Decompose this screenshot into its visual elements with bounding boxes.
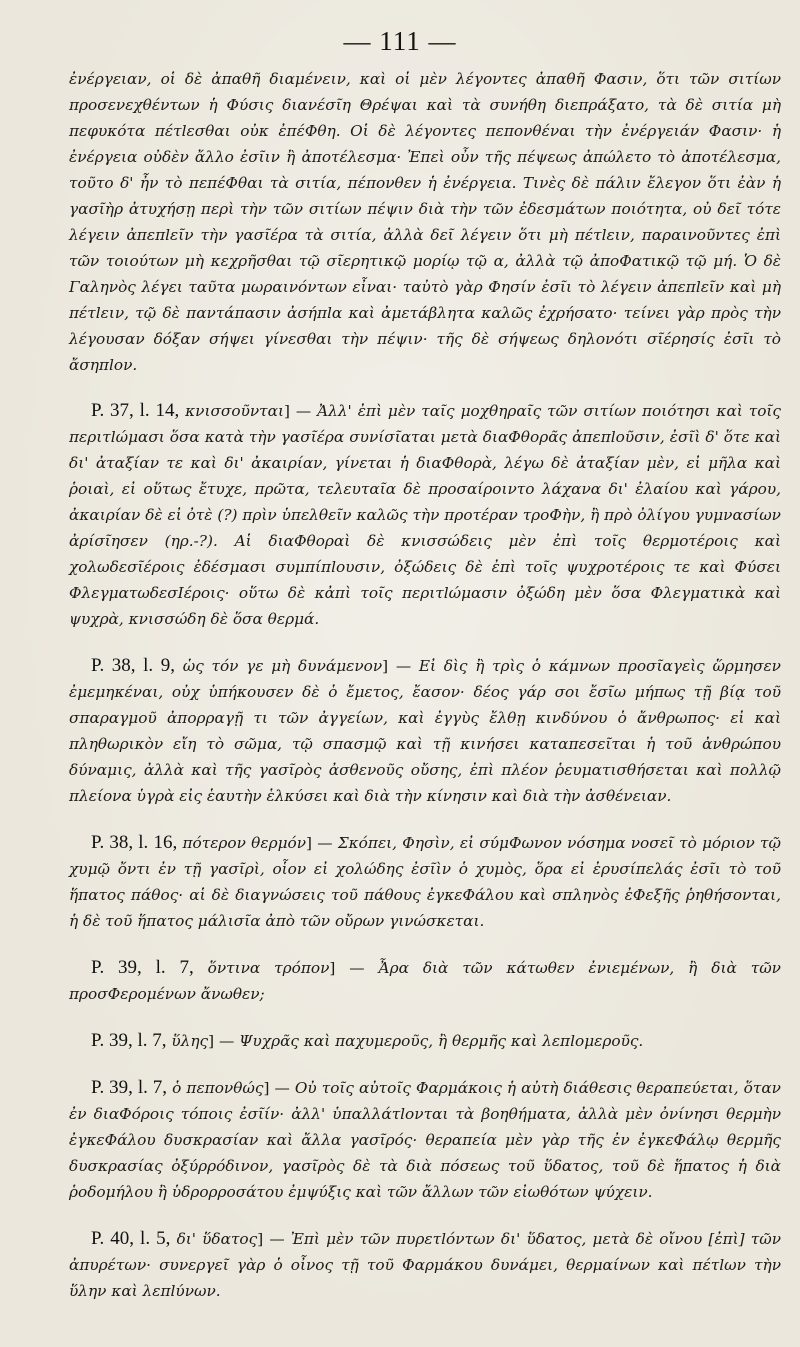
opening-paragraph: ἐνέργειαν, οἱ δὲ ἀπαθῆ διαμένειν, καὶ οἱ μὲν λέγοντες ἀπαθῆ Φασιν, ὅτι τῶν σιτίων προσενεχθέντων ἡ Φύσις διανέσῖη Θρέψαι καὶ τὰ συνήθη διεπράξατο, τὰ δὲ σιτία μὴ πεφυκότα πέτlεσθαι οὐκ ἐπέΦθη. Οἱ δὲ λέγοντες πεπονθέναι τὴν ἐνέργειάν Φασιν· ἡ ἐνέργεια οὐδὲν ἄλλο ἐσῖιν ἢ ἀποτέλεσμα· Ἐπεὶ οὖν τῆς πέψεως ἀπώλετο τὸ ἀποτέλεσμα, τοῦτο δ' ἦν τὸ πεπέΦθαι τὰ σιτία, πέπονθεν ἡ ἐνέργεια. Τινὲς δὲ πάλιν ἔλεγον ὅτι ἐὰν ἡ γασῖὴρ ἀτυχήσῃ περὶ τὴν τῶν σιτίων πέψιν διὰ τὴν τῶν ἐδεσμάτων ποιότητα, οὐ δεῖ τότε λέγειν ἀπεπlεῖν τὴν γασῖέρα τὰ σιτία, ἀλλὰ δεῖ λέγειν ὅτι μὴ πέτlειν, παραινοῦντες ἐπὶ τῶν τοιούτων μὴ κεχρῆσθαι τῷ σῖερητικῷ μορίῳ τῷ α, ἀλλὰ τῷ ἀποΦατικῷ τῷ μή. Ὁ δὲ Γαληνὸς λέγει ταῦτα μωραινόντων εἶναι· ταὐτὸ γὰρ Φησίν ἐσῖι τὸ λέγειν ἀπεπlεῖν καὶ μὴ πέτlειν, τῷ δὲ παντάπασιν ἀσήπlα καὶ ἀμετάβλητα καλῶς ἐχρήσατο· τείνει γὰρ πρὸς τὴν λέγουσαν δόξαν σήψει γίνεσθαι τὴν πέψιν· τῆς δὲ σήψεως δηλονότι σῖέρησίς ἐσῖι τὸ ἄσηπlον.	[69, 70, 781, 374]
note-paragraph	[69, 653, 781, 809]
bracket-dash: ] —	[283, 402, 318, 420]
note-paragraph	[69, 398, 781, 632]
note-text: Οὐ τοῖς αὐτοῖς Φαρμάκοις ἡ αὐτὴ διάθεσις θεραπεύεται, ὅταν ἐν διαΦόροις τόποις ἐσῖίν· ἀλλ' ὑπαλλάτlονται τὰ βοηθήματα, ἀλλὰ μὲν ὀνίνησι θερμὴν ἐγκεΦάλου δυσκρασίαν καὶ ἄλλα γασῖρός· θεραπεία μὲν γὰρ τῆς ἐν ἐγκεΦάλῳ θερμῆς δυσκρασίας ὀξύρρόδινον, γασῖρὸς δὲ τὰ διὰ πόσεως τοῦ ὕδατος, τοῦ δὲ ἥπατος ἡ διὰ ῥοδομήλου ἢ ὑδρορροσάτου ἐμψύξις καὶ τῶν ἄλλων τῶν εἰωθότων ψύχειν.	[69, 1079, 781, 1201]
bracket-dash: ] —	[263, 1079, 295, 1097]
bracket-dash: ] —	[208, 1032, 240, 1050]
page-text	[69, 66, 781, 1325]
note-reference: P. 39, l. 7,	[91, 1030, 167, 1051]
note-reference: P. 40, l. 5,	[91, 1228, 171, 1249]
note-lemma: δι' ὕδατος	[176, 1230, 258, 1248]
note-text: Εἰ δὶς ἢ τρὶς ὁ κάμνων προσῖαγεὶς ὥρμησεν ἐμεμηκέναι, οὐχ ὑπήκουσεν δὲ ὁ ἔμετος, ἔασον· δέος γάρ σοι ἔσῖω μήπως τῇ βίᾳ τοῦ σπαραγμοῦ ἀπορραγῇ τι τῶν ἀγγείων, καὶ ἐγγὺς ἔλθῃ κινδύνου ὁ ἄνθρωπος· εἰ καὶ πληθωρικὸν εἴη τὸ σῶμα, τῷ σπασμῷ καὶ τῇ κινήσει καταπεσεῖται ἡ τοῦ ἀνθρώπου δύναμις, ἀλλὰ καὶ τῆς γασῖρὸς ἀσθενοῦς οὔσης, ἐπὶ πλέον ῥευματισθήσεται καὶ πολλῷ πλείονα ὑγρὰ εἰς ἑαυτὴν ἑλκύσει καὶ διὰ τὴν κίνησιν καὶ διὰ τὴν ἀσθένειαν.	[69, 657, 781, 805]
note-reference: P. 39, l. 7,	[91, 1077, 168, 1098]
note-lemma: πότερον θερμόν	[182, 834, 307, 852]
note-paragraph	[69, 1028, 781, 1054]
note-reference: P. 37, l. 14,	[91, 400, 180, 421]
note-paragraph	[69, 830, 781, 934]
note-reference: P. 39, l. 7,	[91, 957, 194, 978]
note-text: Ψυχρᾶς καὶ παχυμεροῦς, ἢ θερμῆς καὶ λεπlομεροῦς.	[239, 1032, 644, 1050]
note-text: Ἐπὶ μὲν τῶν πυρετlόντων δι' ὕδατος, μετὰ δὲ οἴνου [ἐπὶ] τῶν ἀπυρέτων· συνεργεῖ γὰρ ὁ οἶνος τῇ τοῦ Φαρμάκου δυνάμει, θερμαίνων καὶ πέτlων τὴν ὕλην καὶ λεπlύνων.	[69, 1230, 781, 1300]
bracket-dash: ] —	[306, 834, 338, 852]
note-paragraph	[69, 1075, 781, 1205]
note-lemma: κνισσοῦνται	[185, 402, 284, 420]
note-text: Ἀλλ' ἐπὶ μὲν ταῖς μοχθηραῖς τῶν σιτίων ποιότησι καὶ τοῖς περιτlώμασι ὅσα κατὰ τὴν γασῖέρα συνίσῖαται μετὰ διαΦθορᾶς ἀπεπlοῦσιν, ἐσῖὶ δ' ὅτε καὶ δι' ἀταξίαν τε καὶ δι' ἀκαιρίαν, γίνεται ἡ διαΦθορὰ, λέγω δὲ ἀταξίαν μὲν, εἰ μῆλα καὶ ῥοιαὶ, εἰ οὕτως ἔτυχε, πρῶτα, τελευταῖα δὲ προσαίροιντο λάχανα δι' ἐλαίου καὶ γάρου, ἀκαιρίαν δὲ εἰ ὀτὲ (?) πρὶν ὑπελθεῖν καλῶς τὴν προτέραν τροΦὴν, ἢ πρὸ ὀλίγου γυμνασίων ἀρίσῖησεν (ηρ.-?). Αἱ διαΦθοραὶ δὲ κνισσώδεις μὲν ἐπὶ τοῖς θερμοτέροις καὶ χολωδεσῖέροις ἐδέσμασι συμπίπlουσιν, ὀξώδεις δὲ ἐπὶ τοῖς ψυχροτέροις τε καὶ Φύσει ΦλεγματωδεσIέροις· οὕτω δὲ κἀπὶ τοῖς περιτlώμασιν ὀξώδη μὲν ὅσα Φλεγματικὰ καὶ ψυχρὰ, κνισσώδη δὲ ὅσα θερμά.	[69, 402, 781, 628]
note-lemma: ὅντινα τρόπον	[207, 959, 330, 977]
bracket-dash: ] —	[329, 959, 379, 977]
note-lemma: ὡς τόν γε μὴ δυνάμενον	[182, 657, 383, 675]
page-number: — 111 —	[343, 26, 457, 56]
note-lemma: ὁ πεπονθώς	[172, 1079, 264, 1097]
note-text: Σκόπει, Φησὶν, εἰ σύμΦωνον νόσημα νοσεῖ τὸ μόριον τῷ χυμῷ ὄντι ἐν τῇ γασῖρὶ, οἷον εἰ χολώδης ἐσῖὶν ὁ χυμὸς, ὅρα εἰ ἐρυσίπελάς ἐσῖι τὸ τοῦ ἥπατος πάθος· αἱ δὲ διαγνώσεις τοῦ πάθους ἐγκεΦάλου καὶ σπληνὸς ἐΦεξῆς ῥηθήσονται, ἡ δὲ τοῦ ἥπατος μάλισῖα ἀπὸ τῶν οὔρων γινώσκεται.	[69, 834, 781, 930]
note-text: Ἆρα διὰ τῶν κάτωθεν ἐνιεμένων, ἢ διὰ τῶν προσΦερομένων ἄνωθεν;	[69, 959, 781, 1003]
bracket-dash: ] —	[382, 657, 419, 675]
note-reference: P. 38, l. 9,	[91, 655, 176, 676]
note-paragraph	[69, 955, 781, 1007]
bracket-dash: ] —	[257, 1230, 291, 1248]
note-paragraph	[69, 1226, 781, 1304]
note-reference: P. 38, l. 16,	[91, 832, 178, 853]
note-lemma: ὕλης	[171, 1032, 209, 1050]
